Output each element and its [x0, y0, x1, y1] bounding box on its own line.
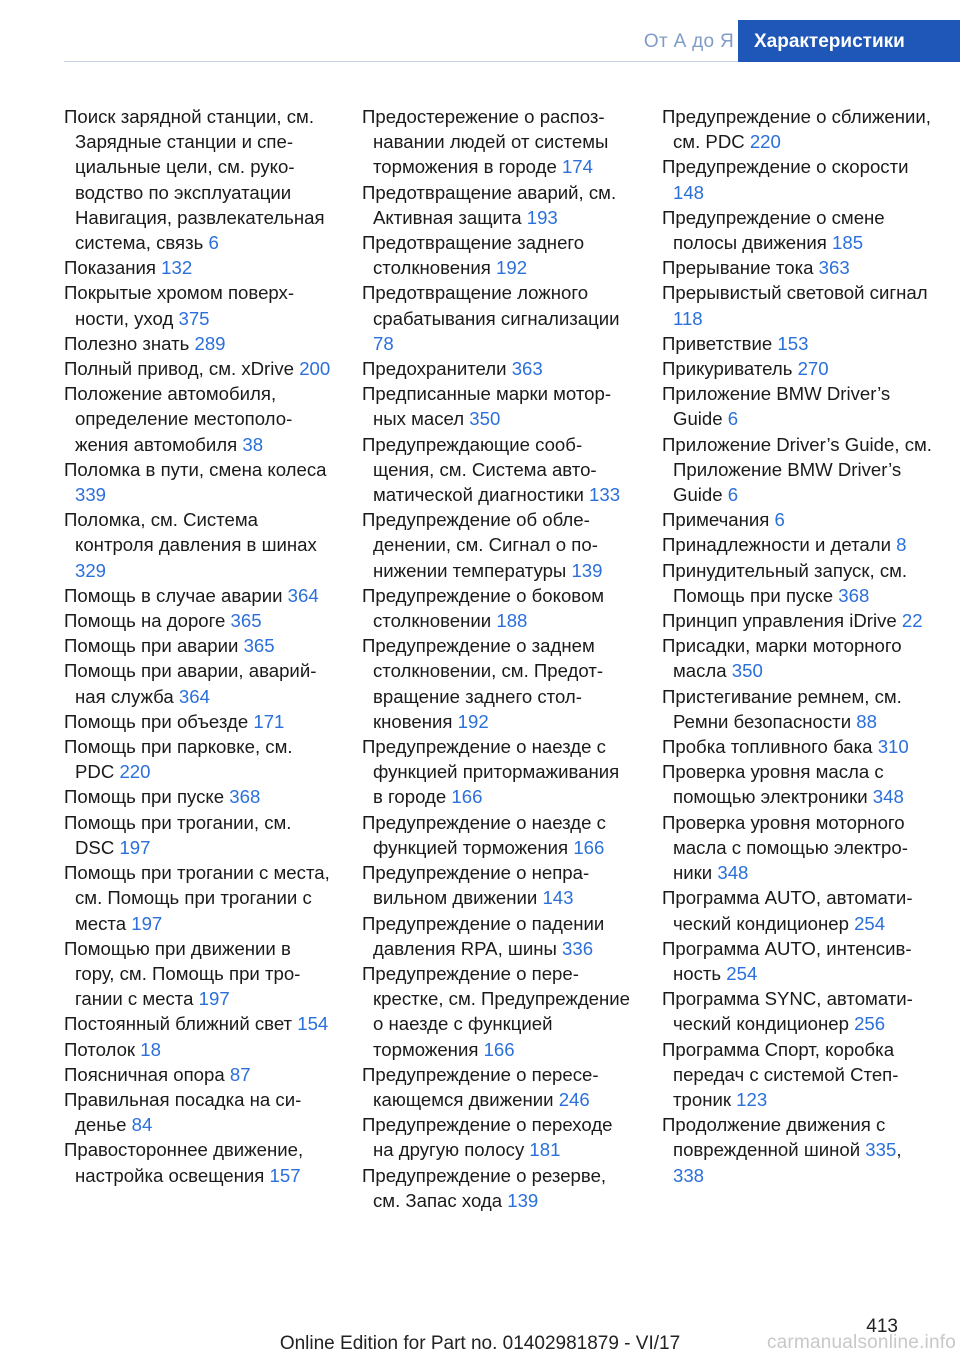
index-entry [64, 104, 334, 255]
entry-term: Пристегивание ремнем, см. Ремни безопасности [662, 685, 902, 732]
page-link[interactable]: 363 [511, 358, 543, 380]
index-entry [64, 381, 334, 457]
page-link[interactable]: 368 [838, 584, 870, 606]
index-entry [64, 810, 334, 860]
page-link[interactable]: 88 [856, 710, 877, 732]
entry-term: Продолжение движения с поврежденной шиной [662, 1114, 886, 1161]
page-link[interactable]: 192 [457, 710, 489, 732]
entry-term: Предотвращение аварий, см. Активная защита [362, 181, 617, 228]
page-header [0, 0, 960, 62]
index-entry [662, 205, 932, 255]
index-entry [362, 230, 632, 280]
index-column-3 [662, 104, 932, 1188]
index-entry [662, 986, 932, 1036]
page-link[interactable]: 197 [119, 836, 151, 858]
index-entry [362, 180, 632, 230]
page-link[interactable]: 166 [451, 786, 483, 808]
index-entry [662, 432, 932, 508]
entry-term: Прерывистый световой сигнал [662, 282, 928, 304]
entry-term: Поломка в пути, смена колеса [64, 458, 327, 480]
index-entry [64, 356, 334, 381]
index-entry [362, 1062, 632, 1112]
index-entry [64, 784, 334, 809]
index-column-1 [64, 104, 334, 1188]
entry-term: Помощь при пуске [64, 786, 225, 808]
index-entry [362, 104, 632, 180]
page-link[interactable]: 154 [297, 1013, 329, 1035]
page-link[interactable]: 329 [75, 559, 107, 581]
index-entry [662, 734, 932, 759]
page-link[interactable]: 84 [131, 1114, 153, 1136]
page-link[interactable]: 192 [496, 257, 528, 279]
page-number: 413 [866, 1316, 898, 1337]
page-link[interactable]: 118 [673, 307, 703, 329]
entry-term: Показания [64, 257, 156, 279]
entry-term: Программа AUTO, автоматический кондиционер [662, 887, 913, 934]
entry-term: Прерывание тока [662, 257, 814, 279]
index-entry [662, 608, 932, 633]
index-entry [64, 507, 334, 583]
page-link[interactable]: 174 [561, 156, 593, 178]
page-link[interactable]: 153 [777, 332, 809, 354]
entry-term: Помощь при объезде [64, 710, 249, 732]
page-link[interactable]: 364 [287, 584, 319, 606]
page-link[interactable]: 6 [208, 232, 219, 254]
index-entry [662, 810, 932, 886]
index-entry [362, 810, 632, 860]
index-entry [64, 658, 334, 708]
index-entry [662, 280, 932, 330]
entry-term: Предупреждение о наезде с функцией торможения [362, 811, 606, 858]
entry-term: Приложение BMW Driver’s Guide [662, 383, 891, 430]
index-entry: Продолжение движения с поврежденной шиной 335, 338 [662, 1114, 902, 1186]
entry-term: Предохранители [362, 358, 507, 380]
page-link[interactable]: 6 [727, 484, 739, 506]
entry-term: Помощь при аварии, аварийная служба [64, 660, 317, 707]
entry-term: Присадки, марки моторного масла [662, 635, 902, 682]
index-entry [362, 507, 632, 583]
page-link[interactable]: 148 [673, 181, 705, 203]
entry-term: Предупреждение о наезде с функцией притормаживания в городе [362, 736, 620, 808]
page-link[interactable]: 197 [131, 912, 163, 934]
page-link[interactable]: 368 [229, 786, 261, 808]
page-link[interactable]: 335 [865, 1139, 897, 1161]
index-entry [362, 381, 632, 431]
index-entry [662, 507, 932, 532]
entry-term: Помощь в случае аварии [64, 584, 283, 606]
page-link[interactable]: 220 [749, 131, 781, 153]
page-link[interactable]: 197 [198, 988, 230, 1010]
index-entry [662, 936, 932, 986]
entry-term: Предупреждение о боковом столкновении [362, 584, 605, 632]
page-link[interactable]: 166 [573, 836, 605, 858]
entry-term: Поиск зарядной станции, см. Зарядные станции и специальные цели, см. руководство по эксплуатации Навигация, развлекательная система, связь [64, 106, 325, 254]
chapter-tab [738, 20, 960, 62]
page-link[interactable]: 185 [832, 232, 864, 254]
entry-term: Предписанные марки моторных масел [362, 383, 612, 430]
entry-term: Принцип управления iDrive [662, 610, 897, 632]
watermark: carmanualsonline.info [766, 1332, 956, 1353]
entry-term: Программа AUTO, интенсивность [662, 937, 912, 984]
entry-term: Правильная посадка на сиденье [64, 1088, 302, 1136]
page-link[interactable]: 123 [736, 1088, 768, 1110]
page-link[interactable]: 339 [75, 484, 107, 506]
entry-term: Предостережение о распознавании людей от системы торможения в городе [362, 106, 609, 178]
entry-term: Приложение Driver’s Guide, см. Приложение BMW Driver’s Guide [662, 433, 932, 506]
entry-term: Предотвращение заднего столкновения [362, 232, 585, 279]
entry-term: Полезно знать [64, 332, 190, 354]
page-link[interactable]: 133 [589, 484, 621, 506]
index-entry [362, 633, 632, 734]
entry-term: Помощь при трогании с места, см. Помощь при трогании с места [64, 862, 330, 934]
page-link[interactable]: 38 [242, 433, 264, 455]
page-link[interactable]: 22 [901, 610, 923, 632]
index-entry [64, 608, 334, 633]
section-label: От А до Я [643, 31, 734, 52]
page-link[interactable]: 6 [727, 408, 739, 430]
index-entry [362, 1112, 632, 1162]
page-link[interactable]: 350 [469, 408, 501, 430]
page-link[interactable]: 336 [562, 937, 594, 959]
index-entry [662, 885, 932, 935]
page-link[interactable]: 365 [230, 610, 262, 632]
index-entry [662, 1037, 932, 1113]
footer-edition: Online Edition for Part no. 01402981879 - VI/17 [279, 1333, 681, 1354]
index-entry [662, 154, 932, 204]
index-entry [362, 356, 632, 381]
page-link[interactable]: 363 [818, 257, 850, 279]
page-link[interactable]: 270 [797, 358, 829, 380]
index-entry [362, 1163, 632, 1213]
entry-term: Примечания [662, 509, 770, 531]
index-entry [64, 255, 334, 280]
page-link[interactable]: 139 [571, 559, 603, 581]
entry-term: Программа Спорт, коробка передач с системой Стептроник [662, 1038, 899, 1110]
entry-term: Принадлежности и детали [662, 534, 891, 556]
index-entry [662, 558, 932, 608]
page-link[interactable]: 87 [229, 1063, 251, 1085]
entry-term: Принудительный запуск, см. Помощь при пуске [662, 559, 908, 606]
entry-term: Предупреждение о скорости [662, 156, 909, 178]
index-column-2 [362, 104, 632, 1213]
index-entry [64, 734, 334, 784]
page-link[interactable]: 338 [673, 1164, 705, 1186]
entry-term: Поясничная опора [64, 1063, 225, 1085]
page-link[interactable]: 348 [717, 862, 749, 884]
page-link[interactable]: 289 [194, 332, 226, 354]
entry-term: Помощью при движении в гору, см. Помощь при трогании с места [64, 937, 301, 1010]
entry-term: Правостороннее движение, настройка освещения [64, 1139, 304, 1186]
index-entry [64, 457, 334, 507]
index-entry [64, 583, 334, 608]
index-entry [64, 1087, 334, 1137]
page-link[interactable]: 181 [529, 1139, 561, 1161]
page-link[interactable]: 256 [854, 1013, 886, 1035]
entry-term: Предупреждение об обледенении, см. Сигнал о понижении температуры [362, 509, 598, 581]
entry-term: Положение автомобиля, определение местоположения автомобиля [64, 383, 293, 455]
page-link[interactable]: 132 [161, 257, 193, 279]
entry-term: Предупреждение о падении давления RPA, шины [362, 912, 605, 959]
entry-term: Предупреждающие сообщения, см. Система автоматической диагностики [362, 433, 597, 506]
entry-term: Предупреждение о пересекающемся движении [362, 1063, 599, 1110]
page-link[interactable]: 193 [526, 206, 558, 228]
chapter-label: Характеристики [754, 31, 905, 52]
entry-term: Покрытые хромом поверхности, уход [64, 282, 295, 329]
page-link[interactable]: 348 [872, 786, 904, 808]
entry-term: Помощь при трогании, см. DSC [64, 811, 292, 858]
page-link[interactable]: 200 [299, 358, 331, 380]
index-entry [662, 633, 932, 683]
entry-term: Предупреждение о заднем столкновении, см. Предотвращение заднего столкновения [362, 635, 604, 732]
page-link[interactable]: 166 [483, 1038, 515, 1060]
entry-term: Проверка уровня масла с помощью электроники [662, 761, 884, 808]
index-entry [362, 961, 632, 1062]
entry-term: Помощь на дороге [64, 610, 226, 632]
entry-term: Помощь при парковке, см. PDC [64, 736, 293, 783]
index-entry [662, 381, 932, 431]
page-link[interactable]: 8 [896, 534, 907, 556]
page-link[interactable]: 18 [140, 1038, 161, 1060]
page-link[interactable]: 375 [178, 307, 210, 329]
entry-term: Предупреждение о сближении, см. PDC [662, 106, 931, 153]
index-entry [362, 911, 632, 961]
index-entry [64, 331, 334, 356]
page-link[interactable]: 139 [507, 1189, 539, 1211]
page-link[interactable]: 254 [854, 912, 886, 934]
index-entry [64, 936, 334, 1012]
page-link[interactable]: 171 [253, 710, 285, 732]
index-entry [64, 1137, 334, 1187]
index-entry [64, 1011, 334, 1036]
page-link[interactable]: 310 [877, 736, 909, 758]
index-entry [662, 331, 932, 356]
page-link[interactable]: 365 [243, 635, 275, 657]
entry-term: Программа SYNC, автоматический кондиционер [662, 988, 913, 1035]
index-entry [64, 860, 334, 936]
index-entry [662, 684, 932, 734]
page-link[interactable]: 350 [731, 660, 763, 682]
index-entry [64, 1037, 334, 1062]
index-entry [64, 633, 334, 658]
entry-term: Предупреждение о смене полосы движения [662, 206, 885, 254]
entry-term: Помощь при аварии [64, 635, 239, 657]
index-entry [662, 356, 932, 381]
entry-term: Предотвращение ложного срабатывания сигнализации [362, 282, 620, 329]
page-link[interactable]: 78 [373, 332, 394, 354]
index-entry [362, 280, 632, 356]
entry-term: Проверка уровня моторного масла с помощью электроники [662, 811, 908, 884]
index-entry [662, 104, 932, 154]
entry-term: Приветствие [662, 332, 773, 354]
page-link[interactable]: 188 [496, 610, 528, 632]
entry-term: Постоянный ближний свет [64, 1013, 293, 1035]
entry-term: Поломка, см. Система контроля давления в шинах [64, 509, 317, 556]
entry-term: Предупреждение о переходе на другую полосу [362, 1114, 613, 1161]
page-link[interactable]: 246 [558, 1088, 590, 1110]
index-entry [362, 860, 632, 910]
entry-term: Потолок [64, 1038, 136, 1060]
entry-term: Предупреждение о перекрестке, см. Предупреждение о наезде с функцией торможения [362, 962, 631, 1060]
page-link[interactable]: 220 [119, 761, 151, 783]
index-entry [662, 255, 932, 280]
index-entry [662, 532, 932, 557]
index-entry [64, 280, 334, 330]
page-link[interactable]: 254 [726, 962, 758, 984]
entry-term: Предупреждение о неправильном движении [362, 862, 590, 909]
entry-term: Предупреждение о резерве, см. Запас хода [362, 1164, 607, 1211]
index-entry [362, 734, 632, 810]
entry-term: Полный привод, см. xDrive [64, 358, 295, 380]
index-entry [362, 432, 632, 508]
entry-term: Пробка топливного бака [662, 736, 873, 758]
entry-term: Прикуриватель [662, 358, 793, 380]
index-entry [662, 759, 932, 809]
page-link[interactable]: 6 [774, 509, 785, 531]
page-link[interactable]: 157 [269, 1164, 301, 1186]
index-entry [362, 583, 632, 633]
page-link[interactable]: 143 [542, 887, 574, 909]
index-entry [64, 1062, 334, 1087]
index-entry [64, 709, 334, 734]
page-link[interactable]: 364 [178, 685, 210, 707]
